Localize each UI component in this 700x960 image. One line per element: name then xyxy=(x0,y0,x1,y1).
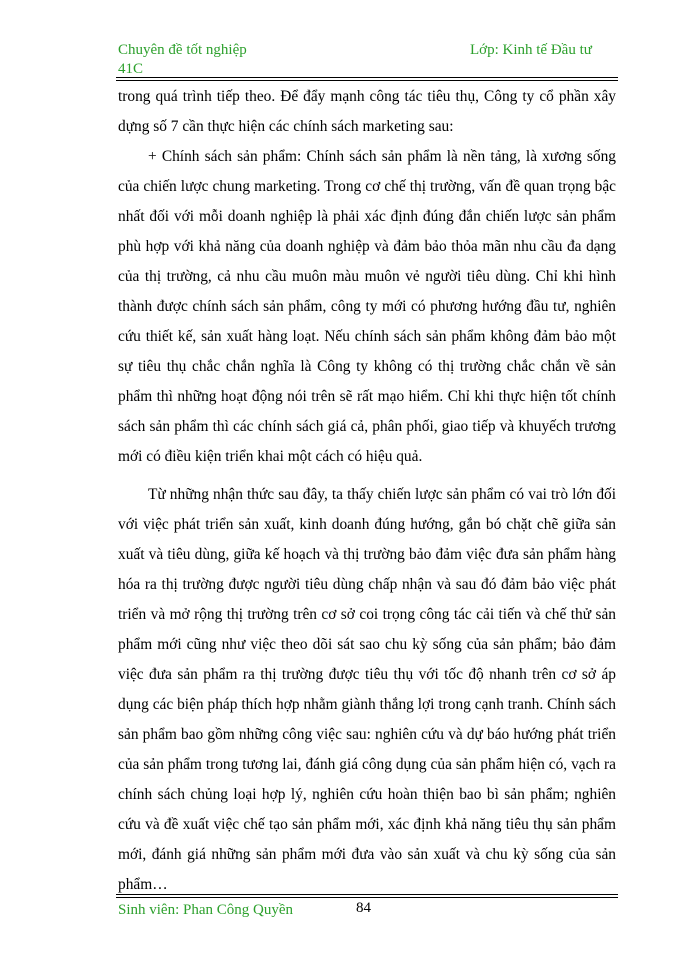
document-body xyxy=(118,82,616,900)
header-divider xyxy=(116,77,618,81)
header-course-title xyxy=(118,41,247,79)
footer-student-name: Sinh viên: Phan Công Quyền xyxy=(118,902,293,918)
header-course-line2: 41C xyxy=(118,61,144,77)
header-course-line1: Chuyên đề tốt nghiệp xyxy=(118,42,247,58)
paragraph-product-strategy: Từ những nhận thức sau đây, ta thấy chiến lược sản phẩm có vai trò lớn đối với việc phát triển sản xuất, kinh doanh đúng hướng, gắn bó chặt chẽ giữa sản xuất và tiêu dùng, giữa kế hoạch và thị trường bảo đảm việc đưa sản phẩm hàng hóa ra thị trường được người tiêu dùng chấp nhận và sau đó đảm bảo việc phát triển và mở rộng thị trường trên cơ sở coi trọng công tác cải tiến và chế thử sản phẩm mới cũng như việc theo dõi sát sao chu kỳ sống của sản phẩm; bảo đảm việc đưa sản phẩm ra thị trường được tiêu thụ với tốc độ nhanh trên cơ sở áp dụng các biện pháp thích hợp nhằm giành thắng lợi trong cạnh tranh. Chính sách sản phẩm bao gồm những công việc sau: nghiên cứu và dự báo hướng phát triển của sản phẩm trong tương lai, đánh giá công dụng của sản phẩm hiện có, vạch ra chính sách chủng loại hợp lý, nghiên cứu hoàn thiện bao bì sản phẩm; nghiên cứu và đề xuất việc chế tạo sản phẩm mới, xác định khả năng tiêu thụ sản phẩm mới, đánh giá những sản phẩm mới đưa vào sản xuất và chu kỳ sống của sản phẩm… xyxy=(118,486,616,893)
footer-divider xyxy=(116,894,618,898)
header-class-label: Lớp: Kinh tế Đầu tư xyxy=(470,42,592,58)
paragraph-continuation: trong quá trình tiếp theo. Để đẩy mạnh công tác tiêu thụ, Công ty cổ phần xây dựng số 7 cần thực hiện các chính sách marketing sau: xyxy=(118,88,616,135)
page-number: 84 xyxy=(356,900,371,916)
paragraph-product-policy: + Chính sách sản phẩm: Chính sách sản phẩm là nền tảng, là xương sống của chiến lược chung marketing. Trong cơ chế thị trường, vấn đề quan trọng bậc nhất đối với mỗi doanh nghiệp là phải xác định đúng đắn chiến lược sản phẩm phù hợp với khả năng của doanh nghiệp và đảm bảo thỏa mãn nhu cầu đa dạng của thị trường, cả nhu cầu muôn màu muôn vẻ người tiêu dùng. Chỉ khi hình thành được chính sách sản phẩm, công ty mới có phương hướng đầu tư, nghiên cứu thiết kế, sản xuất hàng loạt. Nếu chính sách sản phẩm không đảm bảo một sự tiêu thụ chắc chắn nghĩa là Công ty không có thị trường chắc chắn về sản phẩm thì những hoạt động nói trên sẽ rất mạo hiểm. Chỉ khi thực hiện tốt chính sách sản phẩm thì các chính sách giá cả, phân phối, giao tiếp và khuyếch trương mới có điều kiện triển khai một cách có hiệu quả. xyxy=(118,148,616,465)
